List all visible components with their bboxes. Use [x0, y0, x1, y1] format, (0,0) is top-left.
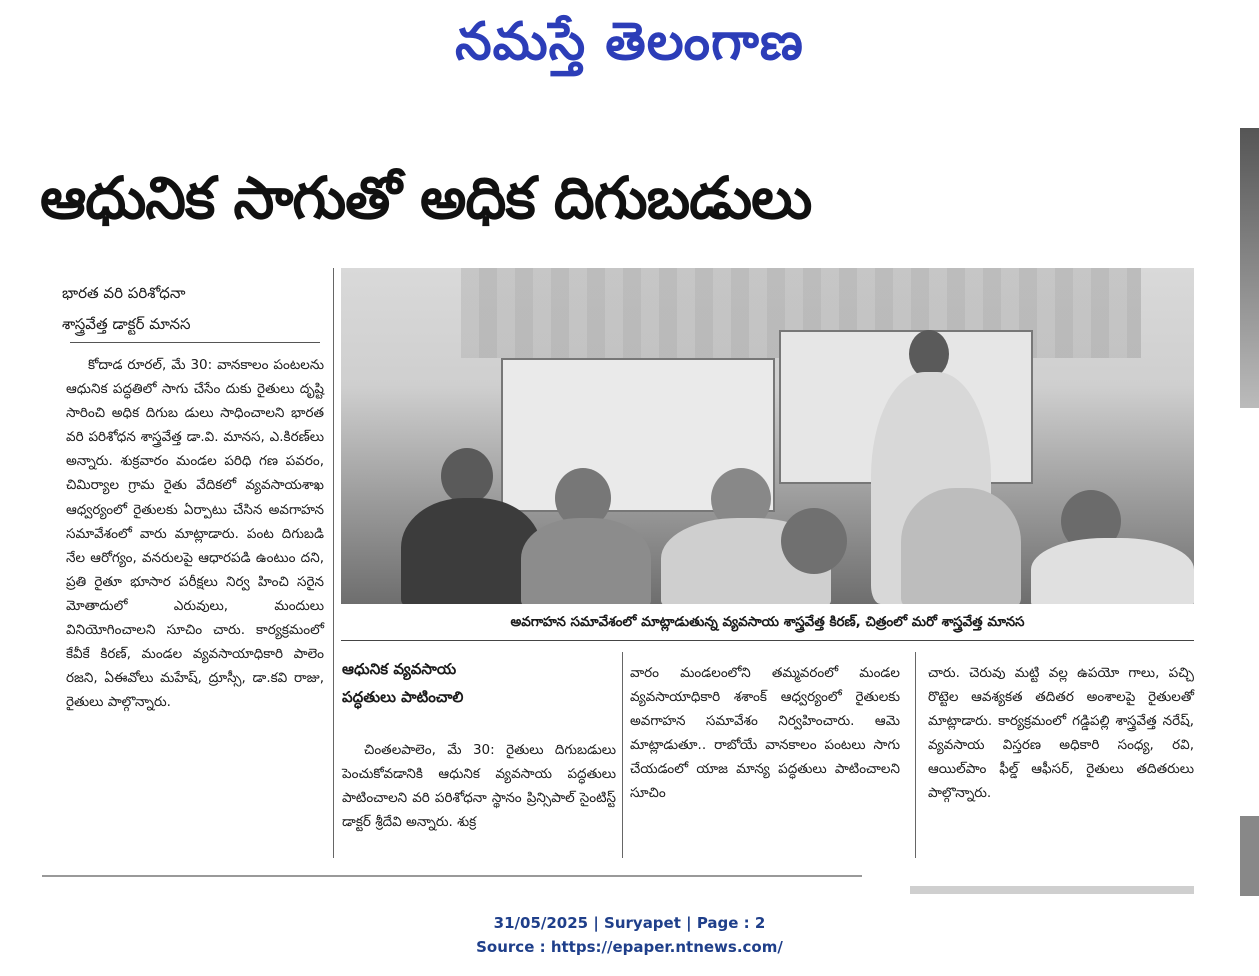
footer-source-line: Source : https://epaper.ntnews.com/ [476, 938, 783, 956]
article-2-body-part-1: చింతలపాలెం, మే 30: రైతులు దిగుబడులు పెంచుకోవడానికి ఆధునిక వ్యవసాయ పద్ధతులు పాటించాలని వరి పరిశోధనా స్థానం ప్రిన్సిపాల్ సైంటిస్ట్ డాక్టర్ శ్రీదేవి అన్నారు. శుక్ర [342, 742, 616, 831]
article-column-2 [342, 738, 616, 834]
photo-attendee [521, 518, 651, 604]
byline-line-2: శాస్త్రవేత్త డాక్టర్ మానస [62, 315, 191, 333]
footer-date-line: 31/05/2025 | Suryapet | Page : 2 [493, 914, 766, 932]
caption-rule [341, 640, 1194, 641]
article-2-body-part-3: చారు. చెరువు మట్టి వల్ల ఉపయో గాలు, పచ్చి రొట్టెల ఆవశ్యకత తదితర అంశాలపై రైతులతో మాట్లాడారు. కార్యక్రమంలో గడ్డిపల్లి శాస్త్రవేత్త నరేష్, వ్యవసాయ విస్తరణ అధికారి సంధ్య, రవి, ఆయిల్‌పాం ఫీల్డ్ ఆఫీసర్, రైతులు తదితరులు పాల్గొన్నారు. [928, 665, 1194, 802]
masthead-logo: నమస్తే తెలంగాణ [455, 12, 804, 72]
article-column-1 [66, 353, 324, 714]
column-divider [915, 652, 916, 858]
photo-attendee [1031, 538, 1194, 604]
subheading-line-1: ఆధునిక వ్యవసాయ [342, 660, 457, 678]
byline-line-1: భారత వరి పరిశోధనా [62, 284, 186, 302]
photo-attendee [901, 488, 1021, 604]
photo-attendee [401, 498, 541, 604]
photo-caption: అవగాహన సమావేశంలో మాట్లాడుతున్న వ్యవసాయ శాస్త్రవేత్త కిరణ్, చిత్రంలో మరో శాస్త్రవేత్త మానస [510, 614, 1025, 630]
article-1-body: కోదాడ రూరల్, మే 30: వానకాలం పంటలను ఆధునిక పద్ధతిలో సాగు చేసేం దుకు రైతులు దృష్టి సారించి అధిక దిగుబ డులు సాధించాలని భారత వరి పరిశోధన శాస్త్రవేత్త డా.వి. మానస, ఎ.కిరణ్‌లు అన్నారు. శుక్రవారం మండల పరిధి గణ పవరం, చిమిర్యాల గ్రామ రైతు వేదికలో వ్యవసాయశాఖ ఆధ్వర్యంలో రైతులకు ఏర్పాటు చేసిన అవగాహన సమావేశంలో వారు మాట్లాడారు. పంట దిగుబడి నేల ఆరోగ్యం, వనరులపై ఆధారపడి ఉంటుం దని, ప్రతి రైతూ భూసార పరీక్షలు నిర్వ హించి సరైన మోతాదులో ఎరువులు, మందులు వినియోగించాలని సూచిం చారు. కార్యక్రమంలో కేవీకే కిరణ్, మండల వ్యవసాయాధికారి పాలెం రజని, ఏఈవోలు మహేష్, ద్రూస్సీ, డా.కవి రాజు, రైతులు పాల్గొన్నారు. [66, 357, 324, 711]
article-column-4 [928, 661, 1194, 806]
byline-rule [70, 342, 320, 343]
bottom-rule [42, 875, 862, 877]
headline: ఆధునిక సాగుతో అధిక దిగుబడులు [40, 164, 812, 232]
byline [62, 278, 324, 340]
adjacent-photo-edge [1240, 816, 1259, 896]
bottom-bar [910, 886, 1194, 894]
column-divider [622, 652, 623, 858]
article-column-3 [630, 661, 900, 806]
photo-attendee-head [441, 448, 493, 504]
subheading [342, 655, 612, 711]
news-photo [341, 268, 1194, 604]
photo-speaker-head [909, 330, 949, 378]
subheading-line-2: పద్ధతులు పాటించాలి [342, 688, 464, 706]
column-divider [333, 268, 334, 858]
adjacent-photo-edge [1240, 128, 1259, 408]
article-2-body-part-2: వారం మండలంలోని తమ్మవరంలో మండల వ్యవసాయాధికారి శశాంక్ ఆధ్వర్యంలో రైతులకు అవగాహన సమావేశం నిర్వహించారు. ఆమె మాట్లాడుతూ.. రాబోయే వానకాలం పంటలు సాగు చేయడంలో యాజ మాన్య పద్ధతులు పాటించాలని సూచిం [630, 665, 900, 802]
photo-attendee-head [781, 508, 847, 574]
